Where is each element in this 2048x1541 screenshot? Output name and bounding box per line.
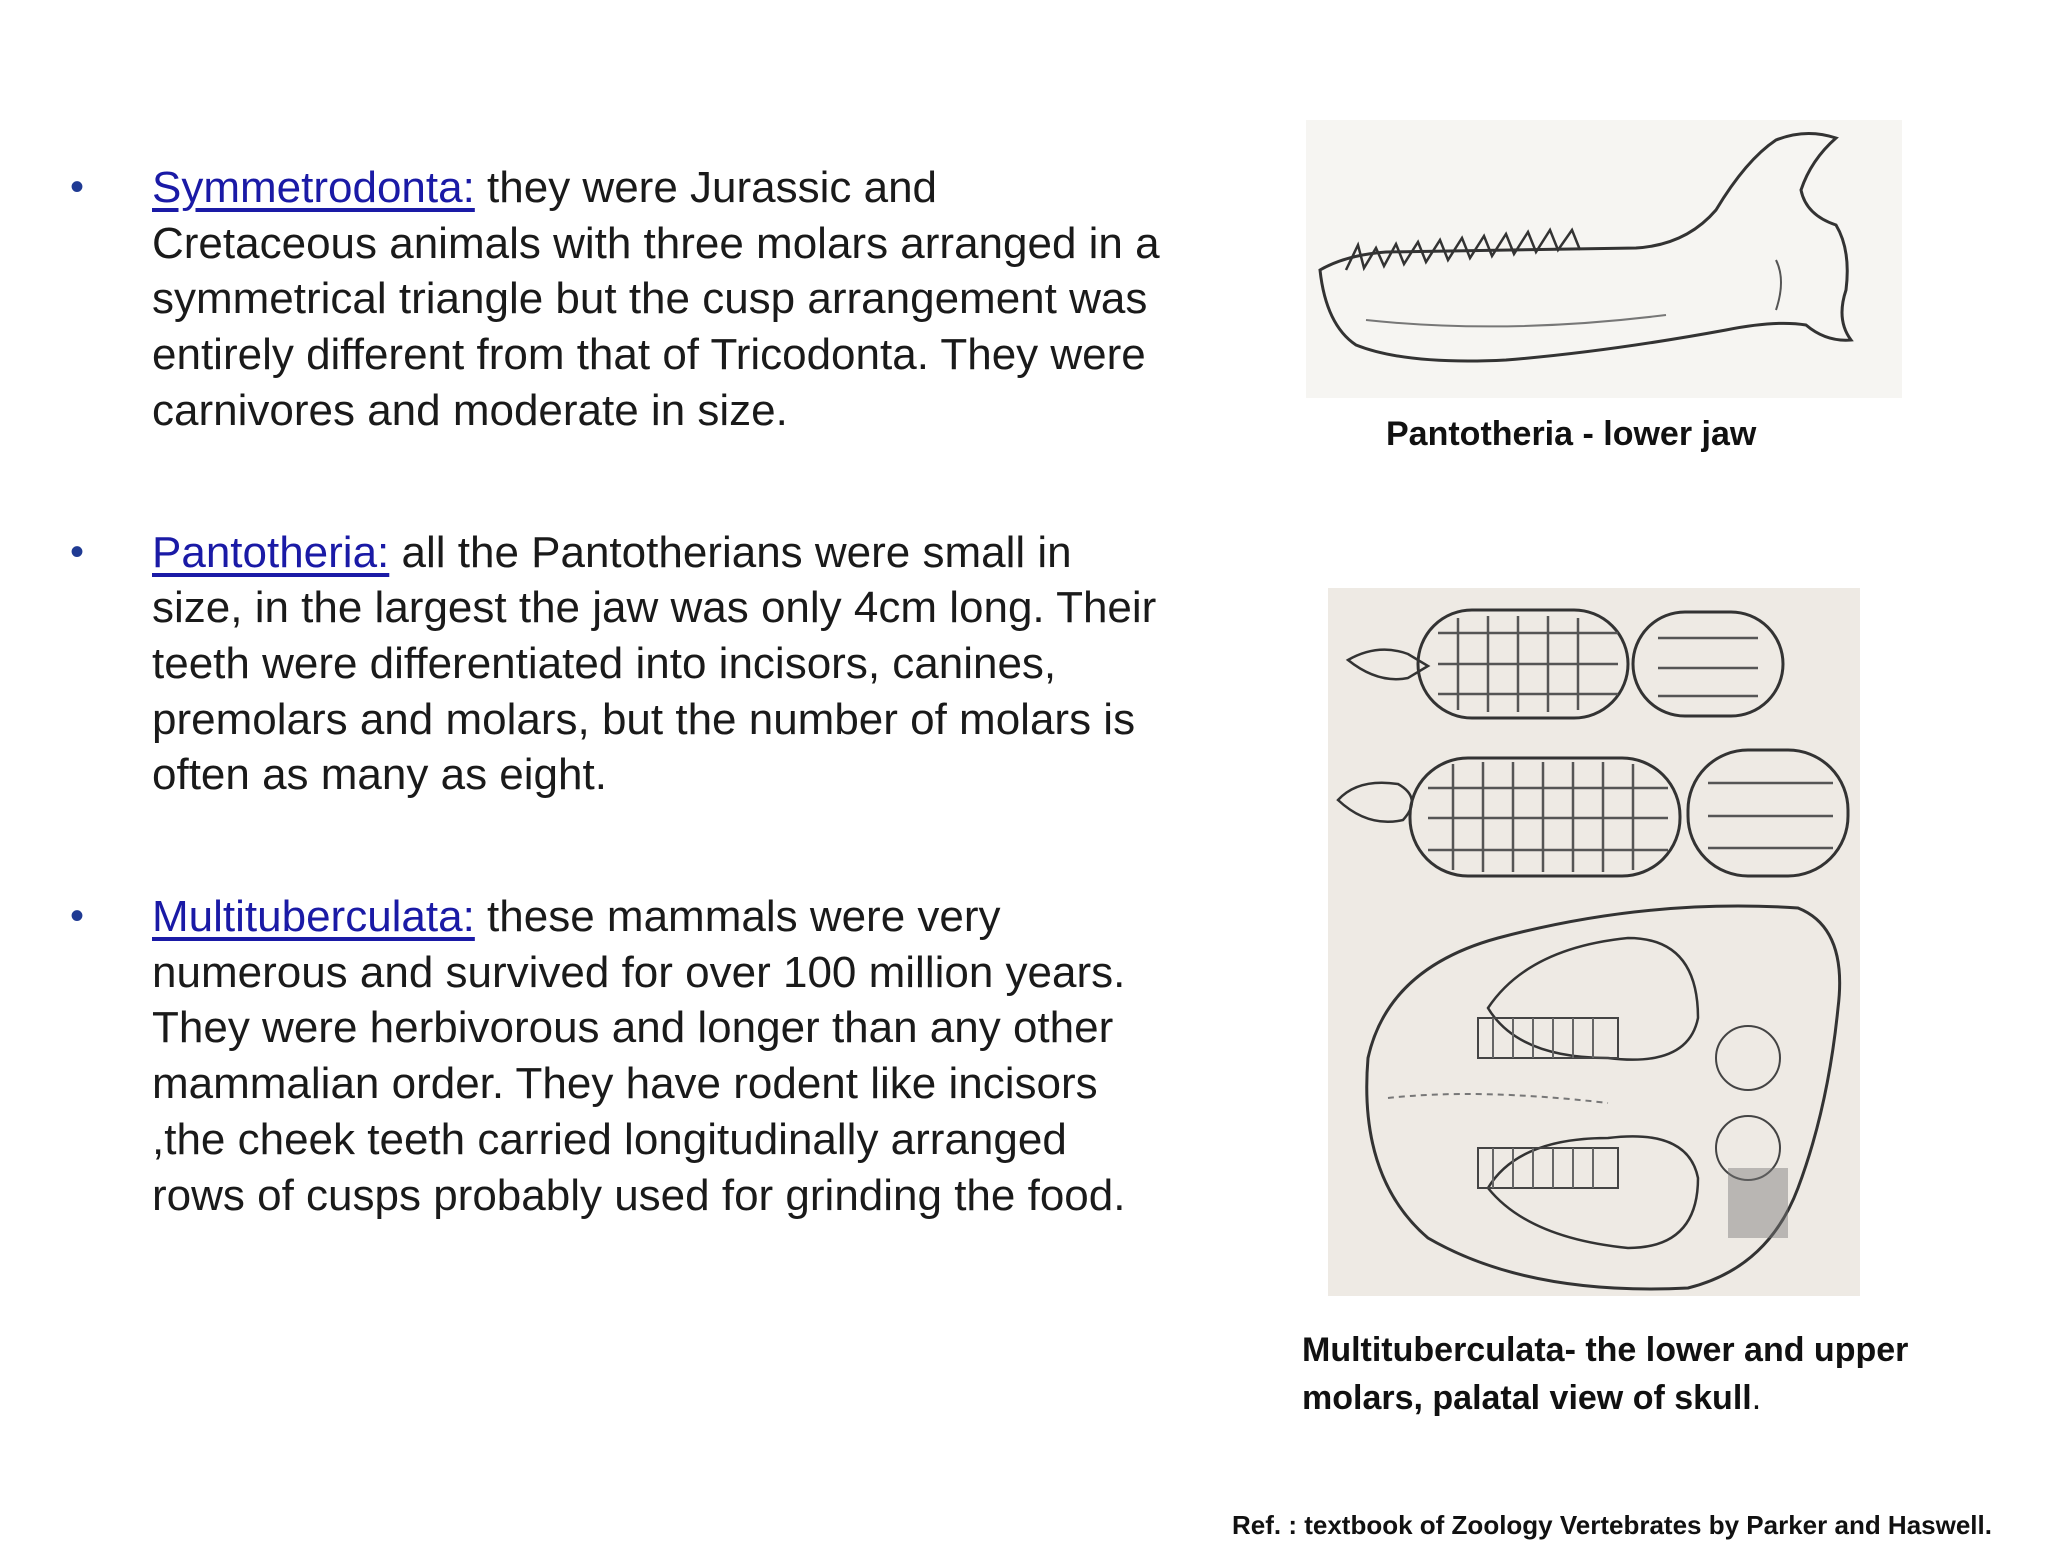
term-link-multituberculata[interactable]: Multituberculata: [152, 892, 475, 942]
bullet-dot-icon: • [70, 894, 85, 939]
bullet-dot-icon: • [70, 165, 85, 209]
pantotheria-jaw-image [1306, 120, 1902, 398]
bullet-pantotheria [70, 525, 1170, 804]
bullet-symmetrodonta [70, 160, 1170, 439]
bullet-multituberculata [70, 889, 1170, 1223]
molars-skull-drawing [1328, 588, 1860, 1296]
term-link-symmetrodonta[interactable]: Symmetrodonta: [152, 163, 475, 212]
jaw-drawing [1306, 120, 1902, 398]
reference-citation: Ref. : textbook of Zoology Vertebrates by Parker and Haswell. [1232, 1510, 1992, 1540]
bullet-list [70, 160, 1170, 1223]
bullet-text: all the Pantotherians were small in size, in the largest the jaw was only 4cm long. Their teeth were differentiated into incisors, canines, premolars and molars, but the number of molars is often as many as eight. [152, 527, 1157, 800]
term-link-pantotheria[interactable]: Pantotheria: [152, 527, 390, 577]
bullet-dot-icon: • [70, 529, 85, 574]
jaw-caption: Pantotheria - lower jaw [1386, 415, 1757, 453]
molars-caption-period: . [1751, 1379, 1762, 1417]
multituberculata-molars-image [1328, 588, 1860, 1296]
molars-caption-text: Multituberculata- the lower and upper molars, palatal view of skull [1302, 1331, 1909, 1417]
molars-caption [1302, 1326, 1942, 1422]
bullet-text: these mammals were very numerous and survived for over 100 million years. They were herbivorous and longer than any other mammalian order. They have rodent like incisors ,the cheek teeth carried longitudinally arranged rows of cusps probably used for grinding the food. [152, 892, 1126, 1220]
bullet-text: they were Jurassic and Cretaceous animals with three molars arranged in a symmetrical triangle but the cusp arrangement was entirely different from that of Tricodonta. They were carnivores and moderate in size. [152, 163, 1160, 435]
